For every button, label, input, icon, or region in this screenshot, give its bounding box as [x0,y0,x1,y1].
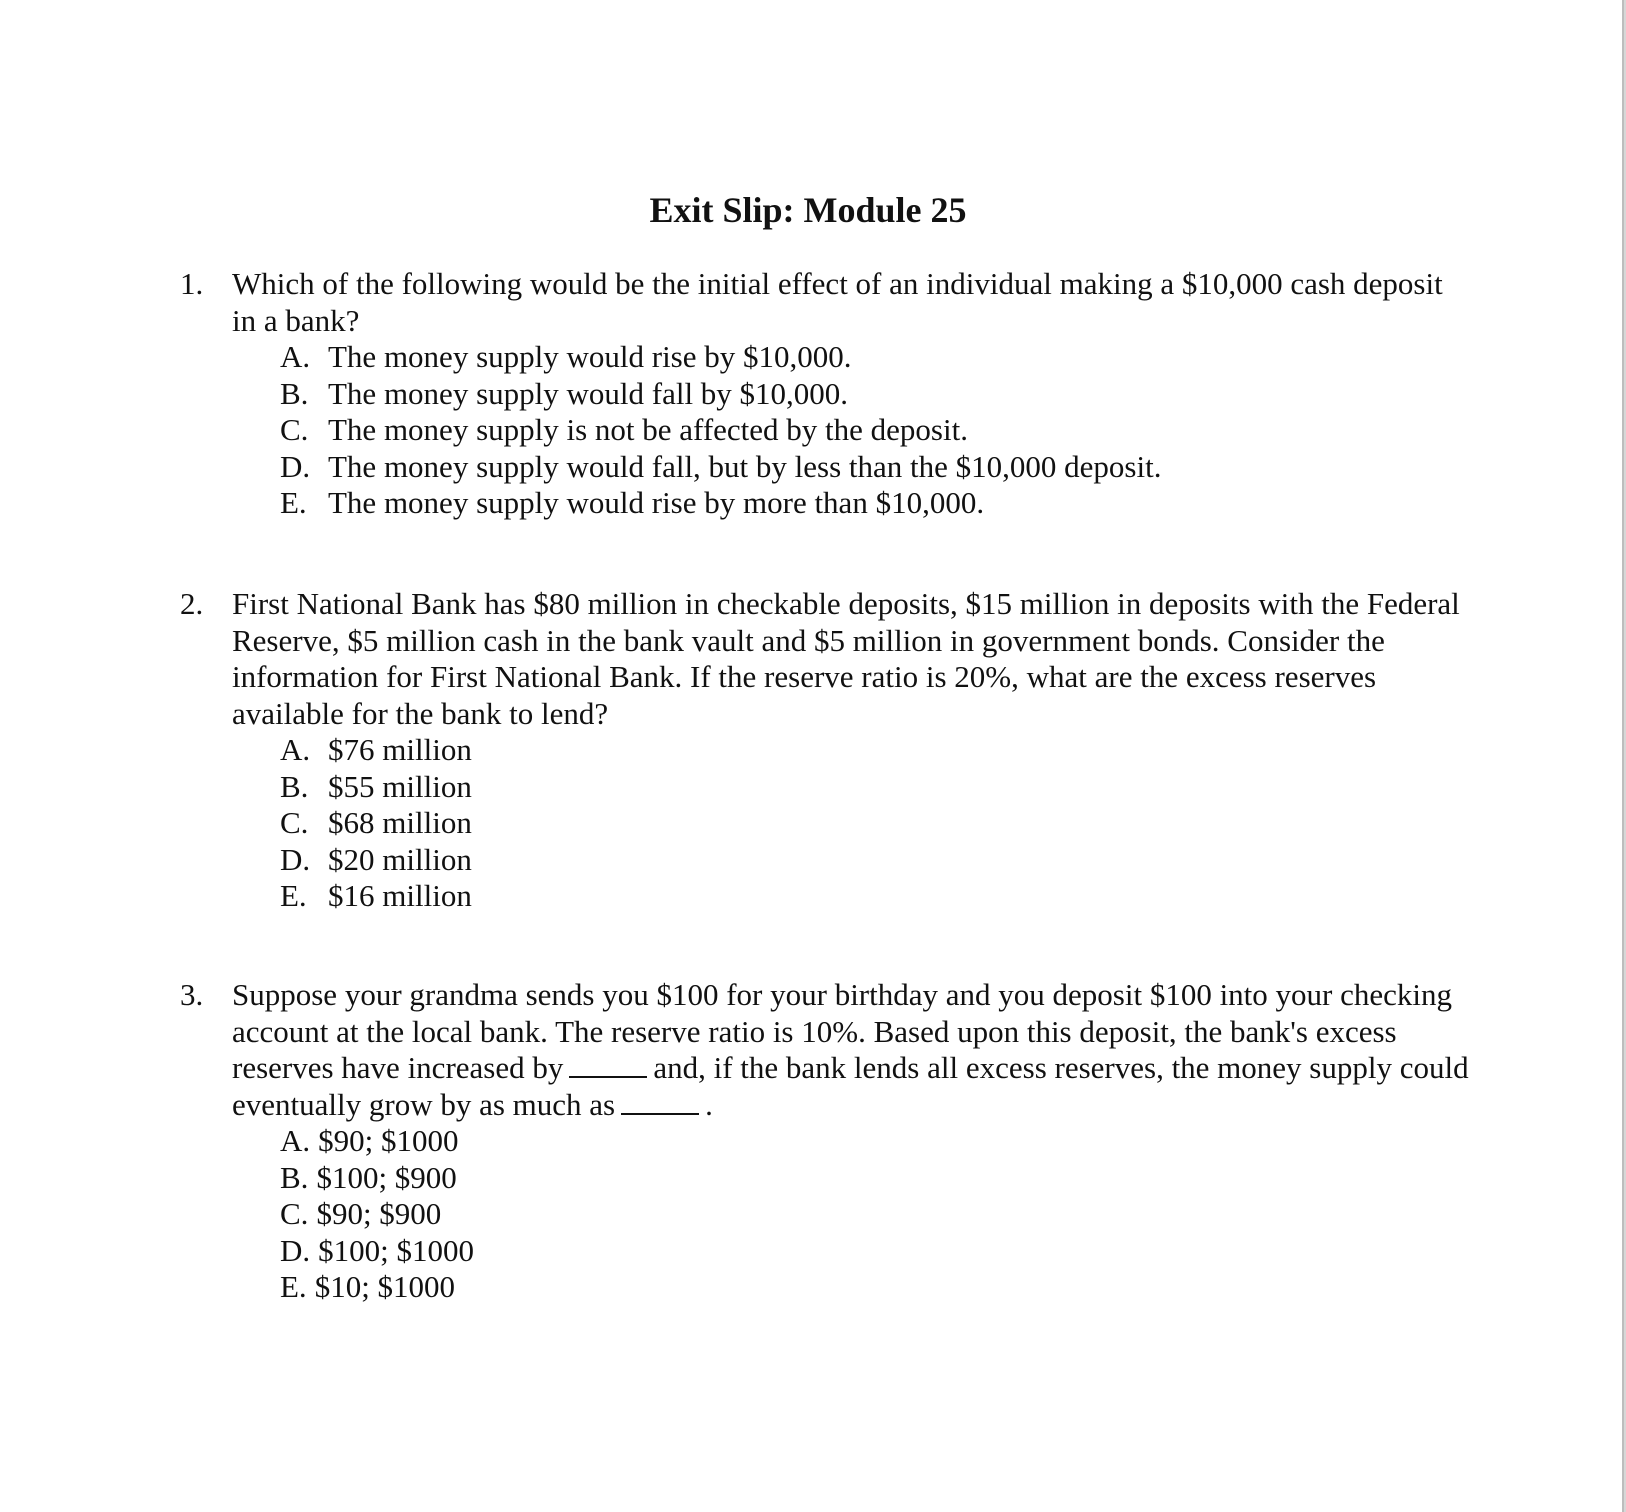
option-list [180,1123,1470,1306]
option-letter: C. [280,412,309,447]
page-title: Exit Slip: Module 25 [649,190,967,230]
question-text-end: . [705,1086,713,1122]
option-c[interactable] [280,805,1470,842]
option-c[interactable] [280,1196,1470,1233]
option-letter: D. [280,448,311,484]
option-letter: D. [280,1232,311,1268]
option-text: The money supply would rise by $10,000. [328,339,852,374]
option-letter: A. [280,732,311,767]
option-d[interactable] [280,1233,1470,1270]
question-1 [180,266,1470,522]
option-letter: B. [280,1159,309,1195]
option-letter: C. [280,1196,309,1231]
option-text: The money supply would fall by $10,000. [328,375,849,411]
question-number: 1. [180,266,204,301]
option-b[interactable] [280,769,1470,806]
option-text: $16 million [328,878,472,913]
option-text: $68 million [328,805,472,840]
option-text: $100; $900 [316,1159,457,1195]
option-list [180,339,1470,522]
option-e[interactable] [280,485,1470,522]
question-text-part-1: Suppose your grandma sends you $100 for your birthday and you deposit $100 into your checking account at the local bank. The reserve ratio is 10%. Based upon this deposit, the bank's excess reserves have increased by [232,977,1453,1085]
option-a[interactable] [280,1123,1470,1160]
option-letter: A. [280,1123,311,1158]
option-b[interactable] [280,1160,1470,1197]
option-text: The money supply is not be affected by the deposit. [328,412,968,447]
option-d[interactable] [280,842,1470,879]
option-text: The money supply would rise by more than $10,000. [328,485,985,520]
option-list [180,732,1470,915]
option-text: $90; $900 [316,1196,442,1231]
option-text: The money supply would fall, but by less than the $10,000 deposit. [328,448,1162,484]
page-edge [1622,0,1624,1512]
option-letter: B. [280,375,309,411]
option-text: $55 million [328,768,472,804]
question-text: Which of the following would be the initial effect of an individual making a $10,000 cash deposit in a bank? [232,266,1443,338]
option-d[interactable] [280,449,1470,486]
option-text: $10; $1000 [314,1269,456,1304]
option-a[interactable] [280,732,1470,769]
option-a[interactable] [280,339,1470,376]
option-e[interactable] [280,878,1470,915]
question-number: 3. [180,977,204,1012]
option-letter: C. [280,805,309,840]
question-text [232,977,1470,1123]
answer-blank-1 [569,1054,647,1078]
option-text: $90; $1000 [318,1123,459,1158]
option-e[interactable] [280,1269,1470,1306]
question-3 [180,977,1470,1306]
question-text: First National Bank has $80 million in checkable deposits, $15 million in deposits with the Federal Reserve, $5 million cash in the bank vault and $5 million in government bonds. Consider the information for First National Bank. If the reserve ratio is 20%, what are the excess reserves available for the bank to lend? [232,586,1460,731]
option-letter: E. [280,1269,307,1304]
option-text: $20 million [328,841,472,877]
option-text: $76 million [328,732,472,767]
option-letter: D. [280,841,311,877]
answer-blank-2 [621,1091,699,1115]
option-c[interactable] [280,412,1470,449]
option-letter: A. [280,339,311,374]
question-2 [180,586,1470,915]
option-letter: E. [280,485,307,520]
question-number: 2. [180,586,204,621]
option-b[interactable] [280,376,1470,413]
option-letter: E. [280,878,307,913]
option-text: $100; $1000 [318,1232,475,1268]
option-letter: B. [280,768,309,804]
question-text-part-2: and, if the bank lends all excess reserves, the money supply could eventually grow by as much as [232,1050,1469,1122]
